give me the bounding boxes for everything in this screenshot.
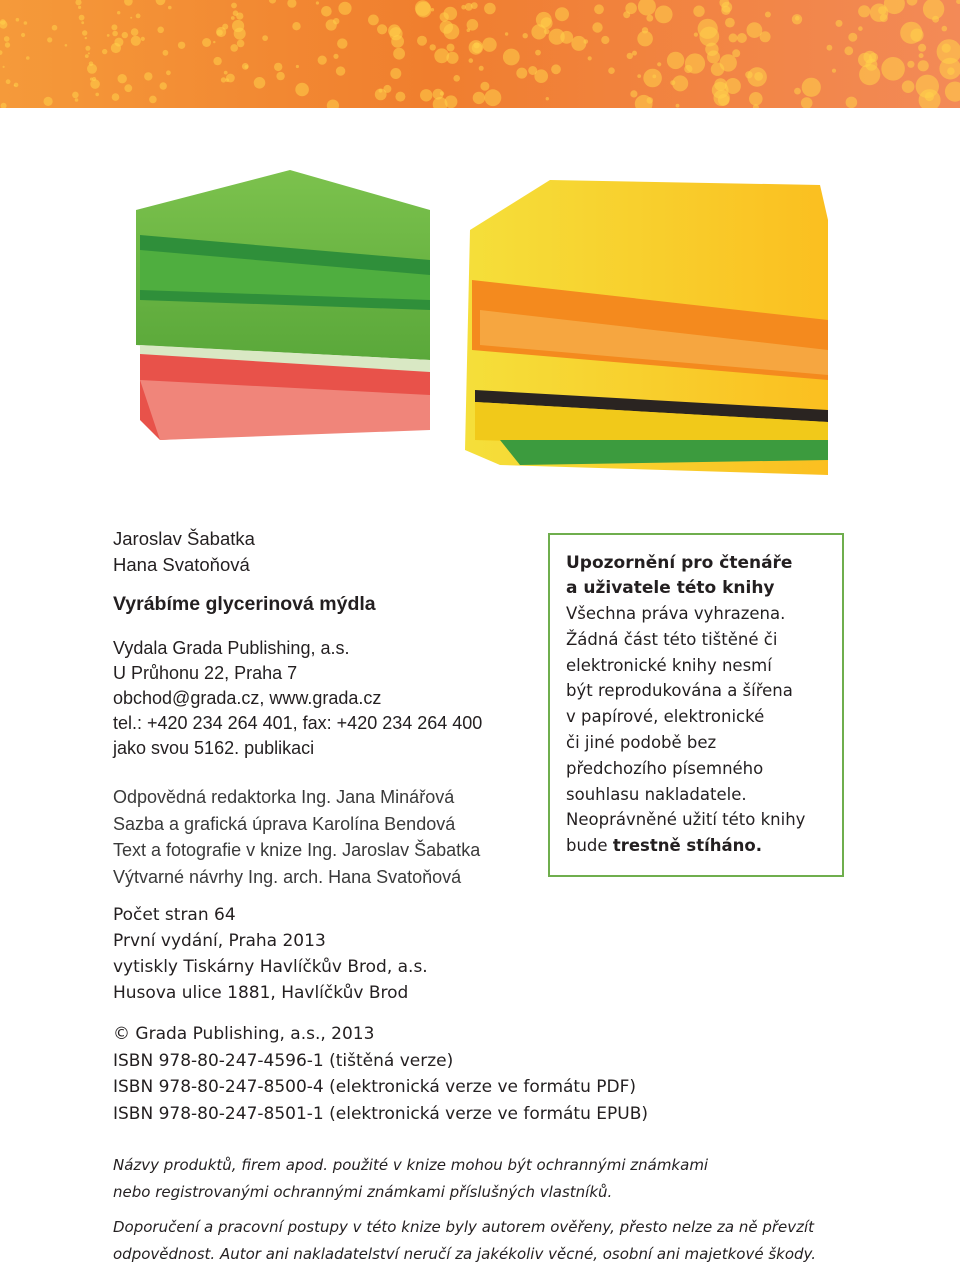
bubble-dot	[111, 24, 117, 30]
bubble-dot	[337, 38, 347, 48]
rights-notice-box	[548, 533, 844, 877]
bubble-dot	[21, 33, 25, 37]
publisher-line: Vydala Grada Publishing, a.s.	[113, 636, 482, 661]
bubble-dot	[523, 33, 528, 38]
bubble-dot	[6, 79, 11, 84]
bubble-dot	[571, 36, 586, 51]
bubble-dot	[925, 92, 934, 101]
bubble-dot	[902, 80, 915, 93]
bubble-dot	[484, 3, 496, 15]
bubble-dot	[594, 4, 604, 14]
bubble-dot	[637, 31, 653, 47]
bubble-dot	[85, 46, 90, 51]
bubble-dot	[881, 57, 905, 81]
author-name: Jaroslav Šabatka	[113, 526, 255, 552]
note-line: Doporučení a pracovní postupy v této knize byly autorem ověřeny, přesto nelze za ně převzít	[113, 1214, 816, 1241]
bubble-dot	[601, 36, 609, 44]
bubble-dot	[44, 97, 53, 106]
bubble-dot	[131, 28, 139, 36]
bubble-dot	[390, 68, 401, 79]
bubble-dot	[24, 21, 28, 25]
notice-warning: trestně stíháno.	[613, 836, 762, 855]
bubble-dot	[231, 16, 235, 20]
bubble-dot	[485, 89, 502, 106]
bubble-dot	[725, 18, 735, 28]
bubble-pattern	[0, 0, 960, 108]
bubble-dot	[792, 14, 802, 24]
print-line: Počet stran 64	[113, 902, 428, 928]
bubble-dot	[202, 38, 211, 47]
bubble-dot	[383, 85, 391, 93]
bubble-dot	[65, 44, 68, 47]
bubble-dot	[316, 1, 319, 4]
bubble-dot	[440, 12, 449, 21]
notice-line: či jiné podobě bez	[566, 730, 842, 756]
bubble-dot	[95, 93, 99, 97]
bubble-dot	[444, 24, 460, 40]
isbn-line: ISBN 978-80-247-8501-1 (elektronická verze ve formátu EPUB)	[113, 1101, 648, 1128]
bubble-dot	[230, 44, 238, 52]
bubble-dot	[90, 79, 100, 89]
bubble-dot	[588, 56, 592, 60]
bubble-dot	[52, 25, 58, 31]
bubble-dot	[292, 22, 300, 30]
bubble-dot	[623, 11, 630, 18]
note-line: nebo registrovanými ochrannými známkami příslušných vlastníků.	[113, 1179, 816, 1206]
bubble-dot	[163, 50, 169, 56]
bubble-dot	[144, 72, 152, 80]
bubble-dot	[130, 17, 132, 19]
bubble-dot	[236, 13, 243, 20]
bubble-dot	[643, 69, 662, 88]
soap-photo	[100, 140, 860, 520]
print-line: První vydání, Praha 2013	[113, 928, 428, 954]
bubble-dot	[846, 97, 858, 108]
bubble-dot	[118, 74, 127, 83]
bubble-dot	[114, 38, 123, 47]
bubble-dot	[725, 78, 741, 94]
bubble-dot	[694, 33, 698, 37]
bubble-dot	[956, 0, 960, 4]
bubble-dot	[78, 6, 81, 9]
bubble-dot	[535, 50, 541, 56]
notice-line: souhlasu nakladatele.	[566, 782, 842, 808]
bubble-dot	[447, 44, 455, 52]
credit-line: Výtvarné návrhy Ing. arch. Hana Svatoňová	[113, 864, 480, 891]
bubble-dot	[551, 64, 561, 74]
bubble-dot	[544, 29, 550, 35]
bubble-dot	[937, 39, 960, 64]
bubble-dot	[85, 37, 87, 39]
bubble-dot	[467, 28, 471, 32]
notice-line	[566, 833, 842, 859]
credits	[113, 784, 480, 890]
bubble-dot	[124, 0, 133, 6]
bubble-dot	[836, 20, 843, 27]
bubble-dot	[637, 74, 641, 78]
bubble-dot	[461, 5, 466, 10]
bubble-dot	[102, 49, 107, 54]
notice-line: být reprodukována a šířena	[566, 678, 842, 704]
bubble-dot	[858, 5, 870, 17]
bubble-dot	[395, 92, 405, 102]
bubble-dot	[765, 12, 771, 18]
bubble-dot	[802, 78, 821, 97]
bubble-dot	[269, 0, 276, 4]
bubble-dot	[646, 15, 653, 22]
bubble-dot	[919, 53, 924, 58]
note-line: odpovědnost. Autor ani nakladatelství neručí za jakékoliv věcné, osobní ani majetkové škody.	[113, 1241, 816, 1267]
bubble-dot	[254, 77, 266, 89]
publisher-info	[113, 636, 482, 761]
bubble-dot	[296, 65, 299, 68]
bubble-dot	[47, 37, 52, 42]
book-title: Vyrábíme glycerinová mýdla	[113, 593, 376, 616]
bubble-dot	[321, 6, 332, 17]
bubble-dot	[693, 6, 704, 17]
bubble-dot	[472, 43, 483, 54]
bubble-dot	[14, 85, 16, 87]
bubble-dot	[0, 21, 7, 29]
bubble-dot	[237, 40, 245, 48]
bubble-dot	[157, 27, 164, 34]
bubble-dot	[79, 15, 85, 21]
notice-last-prefix: bude	[566, 836, 613, 855]
bubble-dot	[737, 33, 747, 43]
bubble-dot	[638, 0, 656, 16]
bubble-dot	[75, 0, 81, 5]
bubble-dot	[75, 98, 79, 102]
bubble-dot	[747, 67, 767, 87]
credit-line: Sazba a grafická úprava Karolína Bendová	[113, 811, 480, 838]
publisher-line: U Průhonu 22, Praha 7	[113, 661, 482, 686]
bubble-dot	[136, 14, 141, 19]
bubble-dot	[749, 92, 763, 106]
credit-line: Odpovědná redaktorka Ing. Jana Minářová	[113, 784, 480, 811]
credit-line: Text a fotografie v knize Ing. Jaroslav Šabatka	[113, 837, 480, 864]
bubble-dot	[844, 46, 853, 55]
bubble-dot	[327, 100, 339, 109]
author-name: Hana Svatoňová	[113, 552, 255, 578]
bubble-dot	[947, 67, 955, 75]
publisher-line: tel.: +420 234 264 401, fax: +420 234 264 400	[113, 711, 482, 736]
bubble-dot	[942, 26, 948, 32]
bubble-dot	[112, 31, 118, 37]
bubble-dot	[465, 3, 473, 11]
bubble-dot	[676, 104, 680, 108]
bubble-dot	[584, 39, 589, 44]
notice-body	[566, 601, 842, 859]
bubble-dot	[549, 29, 565, 45]
notice-line: elektronické knihy nesmí	[566, 653, 842, 679]
bubble-dot	[391, 35, 404, 48]
bubble-dot	[87, 64, 97, 74]
bubble-dot	[721, 6, 730, 15]
bubble-dot	[505, 32, 508, 35]
bubble-dot	[318, 56, 327, 65]
isbn-line: ISBN 978-80-247-8500-4 (elektronická verze ve formátu PDF)	[113, 1074, 648, 1101]
bubble-dot	[4, 36, 10, 42]
bubble-dot	[217, 29, 223, 35]
bubble-dot	[336, 66, 345, 75]
bubble-dot	[907, 61, 914, 68]
bubble-dot	[417, 36, 427, 46]
bubble-dot	[647, 97, 654, 104]
bubble-dot	[801, 97, 813, 108]
bubble-dot	[555, 7, 569, 21]
publisher-line: obchod@grada.cz, www.grada.cz	[113, 686, 482, 711]
notice-line: v papírové, elektronické	[566, 704, 842, 730]
bubble-dot	[480, 82, 489, 91]
bubble-dot	[333, 18, 339, 24]
notice-line: Všechna práva vyhrazena.	[566, 601, 842, 627]
bubble-dot	[88, 52, 90, 54]
bubble-dot	[231, 3, 237, 9]
bubble-dot	[627, 53, 633, 59]
note-line: Názvy produktů, firem apod. použité v knize mohou být ochrannými známkami	[113, 1152, 816, 1179]
bubble-dot	[338, 2, 351, 15]
bubble-dot	[274, 63, 282, 71]
bubble-dot	[657, 62, 661, 66]
bubble-dot	[287, 0, 296, 8]
bubble-dot	[667, 52, 684, 69]
bubble-dot	[368, 15, 379, 26]
bubble-dot	[672, 75, 688, 91]
bubble-dot	[714, 90, 730, 106]
notice-heading-line: a uživatele této knihy	[566, 576, 842, 601]
notice-line: předchozího písemného	[566, 756, 842, 782]
bubble-dot	[503, 49, 520, 66]
bubble-dot	[534, 69, 548, 83]
bubble-dot	[482, 38, 496, 52]
bubble-dot	[85, 54, 89, 58]
bubble-dot	[122, 32, 128, 38]
bubble-dot	[685, 53, 705, 73]
bubble-dot	[932, 16, 939, 23]
notice-line: Žádná část této tištěné či	[566, 627, 842, 653]
publisher-line: jako svou 5162. publikaci	[113, 736, 482, 761]
bubble-dot	[747, 22, 763, 38]
bubble-dot	[630, 90, 637, 97]
bubble-dot	[26, 56, 30, 60]
bubble-dot	[430, 44, 436, 50]
bubble-dot	[295, 83, 309, 97]
bubble-dot	[168, 6, 172, 10]
bubble-dot	[82, 30, 87, 35]
notice-heading-line: Upozornění pro čtenáře	[566, 551, 842, 576]
bubble-dot	[420, 89, 432, 101]
bubble-dot	[546, 97, 549, 100]
bubble-dot	[178, 42, 185, 49]
bubble-dot	[900, 22, 922, 44]
bubble-dot	[222, 24, 228, 30]
bubble-dot	[592, 22, 602, 32]
legal-notes	[113, 1152, 816, 1267]
bubble-dot	[245, 65, 249, 69]
bubble-dot	[655, 6, 673, 24]
bubble-dot	[213, 41, 215, 43]
bubble-dot	[160, 82, 167, 89]
bubble-dot	[1, 103, 7, 108]
header-banner	[0, 0, 960, 108]
bubble-dot	[262, 35, 268, 41]
bubble-dot	[859, 64, 880, 85]
bubble-dot	[536, 12, 552, 28]
bubble-dot	[107, 34, 110, 37]
isbn-info	[113, 1021, 648, 1127]
bubble-dot	[918, 44, 926, 52]
bubble-dot	[234, 28, 246, 40]
bubble-dot	[166, 70, 171, 75]
notice-line: Neoprávněné užití této knihy	[566, 807, 842, 833]
bubble-dot	[117, 11, 120, 14]
bubble-dot	[870, 4, 888, 22]
bubble-dot	[16, 18, 20, 22]
bubble-dot	[0, 50, 3, 55]
bubble-dot	[918, 60, 929, 71]
bubble-dot	[5, 42, 10, 47]
bubble-dot	[3, 66, 5, 68]
bubble-dot	[858, 53, 872, 67]
author-list	[113, 526, 255, 578]
bubble-dot	[608, 67, 615, 74]
bubble-dot	[276, 72, 284, 80]
bubble-dot	[124, 84, 132, 92]
bubble-dot	[141, 37, 145, 41]
bubble-dot	[156, 0, 166, 5]
bubble-dot	[469, 58, 474, 63]
bubble-dot	[732, 49, 740, 57]
bubble-dot	[213, 57, 221, 65]
bubble-dot	[72, 92, 79, 99]
bubble-dot	[729, 33, 738, 42]
bubble-dot	[377, 24, 387, 34]
print-info	[113, 902, 428, 1006]
bubble-dot	[224, 71, 228, 75]
print-line: vytiskly Tiskárny Havlíčkův Brod, a.s.	[113, 954, 428, 980]
bubble-dot	[827, 45, 833, 51]
bubble-dot	[848, 33, 857, 42]
print-line: Husova ulice 1881, Havlíčkův Brod	[113, 980, 428, 1006]
bubble-dot	[333, 54, 338, 59]
bubble-dot	[794, 88, 801, 95]
bubble-dot	[149, 96, 157, 104]
bubble-dot	[907, 0, 918, 6]
bubble-dot	[131, 36, 141, 46]
bubble-dot	[112, 93, 120, 101]
bubble-dot	[446, 52, 458, 64]
bubble-dot	[473, 92, 485, 104]
bubble-dot	[479, 66, 484, 71]
bubble-dot	[516, 68, 527, 79]
bubble-dot	[445, 95, 458, 108]
isbn-line: ISBN 978-80-247-4596-1 (tištěná verze)	[113, 1048, 648, 1075]
bubble-dot	[81, 21, 84, 24]
bubble-dot	[440, 91, 444, 95]
bubble-dot	[945, 82, 960, 102]
bubble-dot	[221, 77, 226, 82]
bubble-dot	[393, 48, 405, 60]
copyright-line: © Grada Publishing, a.s., 2013	[113, 1021, 648, 1048]
bubble-dot	[453, 75, 460, 82]
bubble-dot	[832, 69, 836, 73]
notice-heading	[566, 551, 842, 601]
bubble-dot	[858, 26, 863, 31]
bubble-dot	[707, 50, 720, 63]
bubble-dot	[226, 74, 235, 83]
bubble-dot	[415, 0, 431, 16]
